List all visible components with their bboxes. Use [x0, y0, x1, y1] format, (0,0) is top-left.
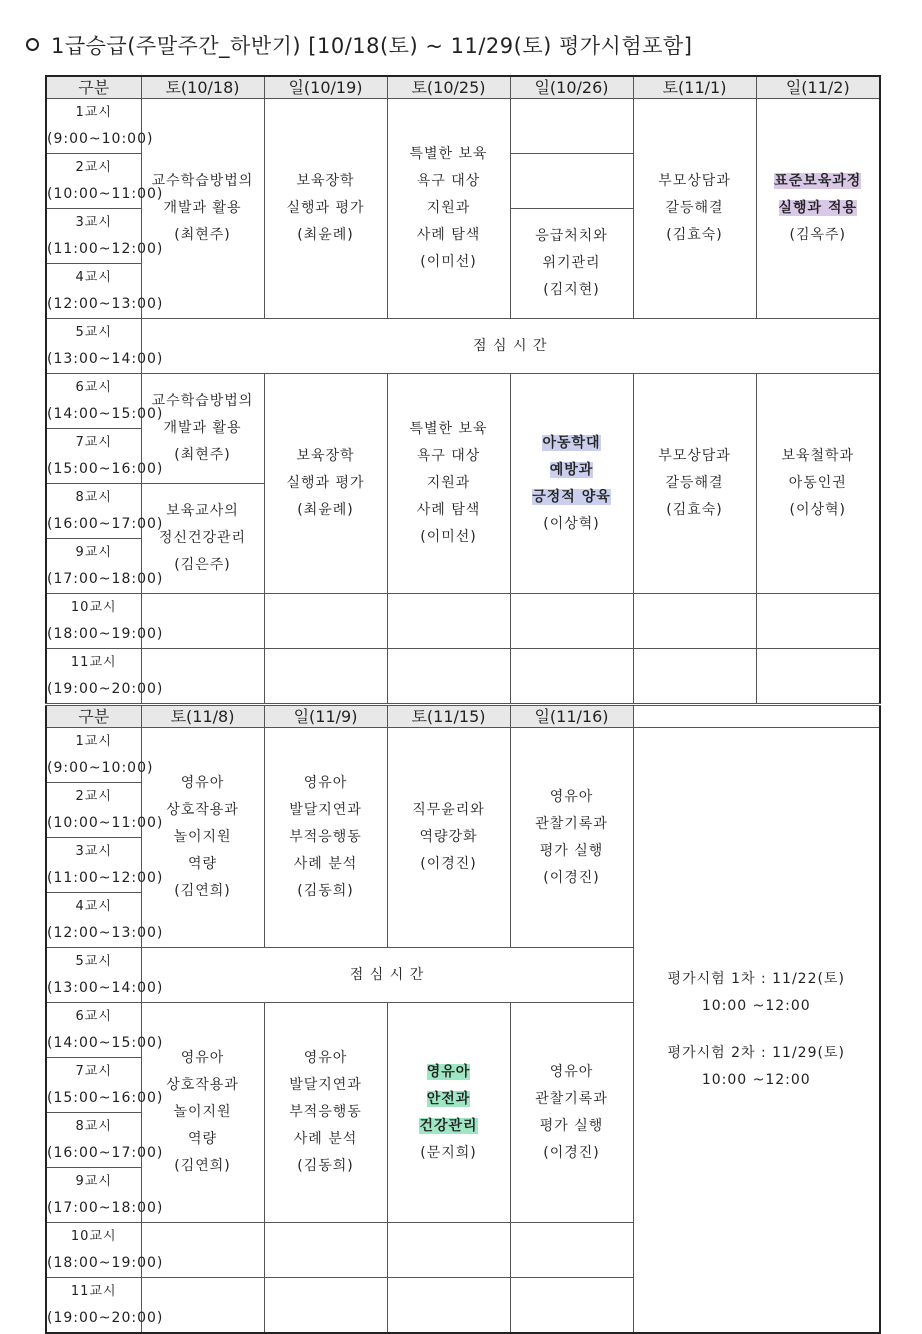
period-cell: 7교시 (15:00~16:00)	[46, 1058, 141, 1113]
table-row	[46, 374, 880, 429]
period-cell: 4교시 (12:00~13:00)	[46, 893, 141, 948]
empty-cell	[387, 649, 510, 705]
class-cell: 부모상담과 갈등해결 (김효숙)	[633, 99, 756, 319]
exam-2-date: 평가시험 2차 : 11/29(토)	[667, 1045, 845, 1061]
period-cell: 3교시 (11:00~12:00)	[46, 838, 141, 893]
schedule-title-text: 1급승급(주말주간_하반기) [10/18(토) ~ 11/29(토) 평가시험포함]	[51, 34, 693, 58]
empty-cell	[510, 99, 633, 154]
header-cell: 토(11/1)	[633, 76, 756, 99]
empty-cell	[387, 1223, 510, 1278]
class-cell: 영유아 상호작용과 놀이지원 역량 (김연희)	[141, 1003, 264, 1223]
period-cell: 9교시 (17:00~18:00)	[46, 1168, 141, 1223]
class-cell: 특별한 보육 욕구 대상 지원과 사례 탐색 (이미선)	[387, 99, 510, 319]
header-cell: 일(11/9)	[264, 705, 387, 728]
period-cell: 11교시 (19:00~20:00)	[46, 1278, 141, 1334]
class-cell: 영유아 안전과 건강관리 (문지희)	[387, 1003, 510, 1223]
period-cell: 8교시 (16:00~17:00)	[46, 484, 141, 539]
table-row	[46, 594, 880, 649]
empty-cell	[387, 1278, 510, 1334]
table-row	[46, 99, 880, 154]
empty-cell	[264, 1223, 387, 1278]
class-cell: 표준보육과정 실행과 적용 (김옥주)	[756, 99, 880, 319]
period-cell: 10교시 (18:00~19:00)	[46, 1223, 141, 1278]
period-cell: 1교시 (9:00~10:00)	[46, 99, 141, 154]
header-cell: 일(10/19)	[264, 76, 387, 99]
circle-bullet-icon	[26, 38, 39, 51]
class-cell: 보육철학과 아동인권 (이상혁)	[756, 374, 880, 594]
header-cell: 구분	[46, 76, 141, 99]
empty-cell	[264, 649, 387, 705]
schedule-table	[45, 75, 881, 1334]
class-cell: 영유아 발달지연과 부적응행동 사례 분석 (김동희)	[264, 1003, 387, 1223]
class-cell: 교수학습방법의 개발과 활용 (최현주)	[141, 99, 264, 319]
period-cell: 6교시 (14:00~15:00)	[46, 1003, 141, 1058]
exam-info-cell	[633, 728, 880, 1334]
empty-cell	[633, 649, 756, 705]
period-cell: 11교시 (19:00~20:00)	[46, 649, 141, 705]
empty-cell	[510, 154, 633, 209]
class-cell: 아동학대 예방과 긍정적 양육 (이상혁)	[510, 374, 633, 594]
header-cell: 일(11/2)	[756, 76, 880, 99]
header-row-1	[46, 76, 880, 99]
class-cell: 영유아 관찰기록과 평가 실행 (이경진)	[510, 728, 633, 948]
class-cell: 영유아 관찰기록과 평가 실행 (이경진)	[510, 1003, 633, 1223]
class-cell: 보육장학 실행과 평가 (최윤례)	[264, 99, 387, 319]
class-cell: 응급처치와 위기관리 (김지현)	[510, 209, 633, 319]
header-cell: 토(11/15)	[387, 705, 510, 728]
period-cell: 2교시 (10:00~11:00)	[46, 154, 141, 209]
period-cell: 9교시 (17:00~18:00)	[46, 539, 141, 594]
exam-2-time: 10:00 ~12:00	[701, 1072, 811, 1088]
class-cell: 보육장학 실행과 평가 (최윤례)	[264, 374, 387, 594]
empty-cell	[264, 1278, 387, 1334]
table-row	[46, 728, 880, 783]
class-cell: 직무윤리와 역량강화 (이경진)	[387, 728, 510, 948]
header-cell: 일(10/26)	[510, 76, 633, 99]
empty-cell	[756, 594, 880, 649]
period-cell: 7교시 (15:00~16:00)	[46, 429, 141, 484]
period-cell: 10교시 (18:00~19:00)	[46, 594, 141, 649]
schedule-title	[26, 30, 692, 60]
exam-1-time: 10:00 ~12:00	[701, 998, 811, 1014]
period-cell: 6교시 (14:00~15:00)	[46, 374, 141, 429]
empty-cell	[510, 1223, 633, 1278]
table-row	[46, 649, 880, 705]
empty-cell	[510, 594, 633, 649]
period-cell: 8교시 (16:00~17:00)	[46, 1113, 141, 1168]
empty-cell	[510, 649, 633, 705]
period-cell: 5교시 (13:00~14:00)	[46, 319, 141, 374]
class-cell: 특별한 보육 욕구 대상 지원과 사례 탐색 (이미선)	[387, 374, 510, 594]
empty-cell	[756, 649, 880, 705]
empty-cell	[387, 594, 510, 649]
lunch-row	[46, 319, 880, 374]
period-cell: 2교시 (10:00~11:00)	[46, 783, 141, 838]
exam-1-date: 평가시험 1차 : 11/22(토)	[667, 971, 845, 987]
empty-cell	[264, 594, 387, 649]
lunch-cell: 점 심 시 간	[141, 948, 633, 1003]
period-cell: 3교시 (11:00~12:00)	[46, 209, 141, 264]
period-cell: 5교시 (13:00~14:00)	[46, 948, 141, 1003]
empty-cell	[633, 705, 880, 728]
header-cell: 토(10/18)	[141, 76, 264, 99]
period-cell: 4교시 (12:00~13:00)	[46, 264, 141, 319]
empty-cell	[633, 594, 756, 649]
class-cell: 영유아 발달지연과 부적응행동 사례 분석 (김동희)	[264, 728, 387, 948]
header-cell: 구분	[46, 705, 141, 728]
header-row-2	[46, 705, 880, 728]
class-cell: 영유아 상호작용과 놀이지원 역량 (김연희)	[141, 728, 264, 948]
empty-cell	[510, 1278, 633, 1334]
period-cell: 1교시 (9:00~10:00)	[46, 728, 141, 783]
class-cell: 교수학습방법의 개발과 활용 (최현주)	[141, 374, 264, 484]
lunch-cell: 점 심 시 간	[141, 319, 880, 374]
header-cell: 토(10/25)	[387, 76, 510, 99]
class-cell: 부모상담과 갈등해결 (김효숙)	[633, 374, 756, 594]
header-cell: 일(11/16)	[510, 705, 633, 728]
header-cell: 토(11/8)	[141, 705, 264, 728]
class-cell: 보육교사의 정신건강관리 (김은주)	[141, 484, 264, 594]
